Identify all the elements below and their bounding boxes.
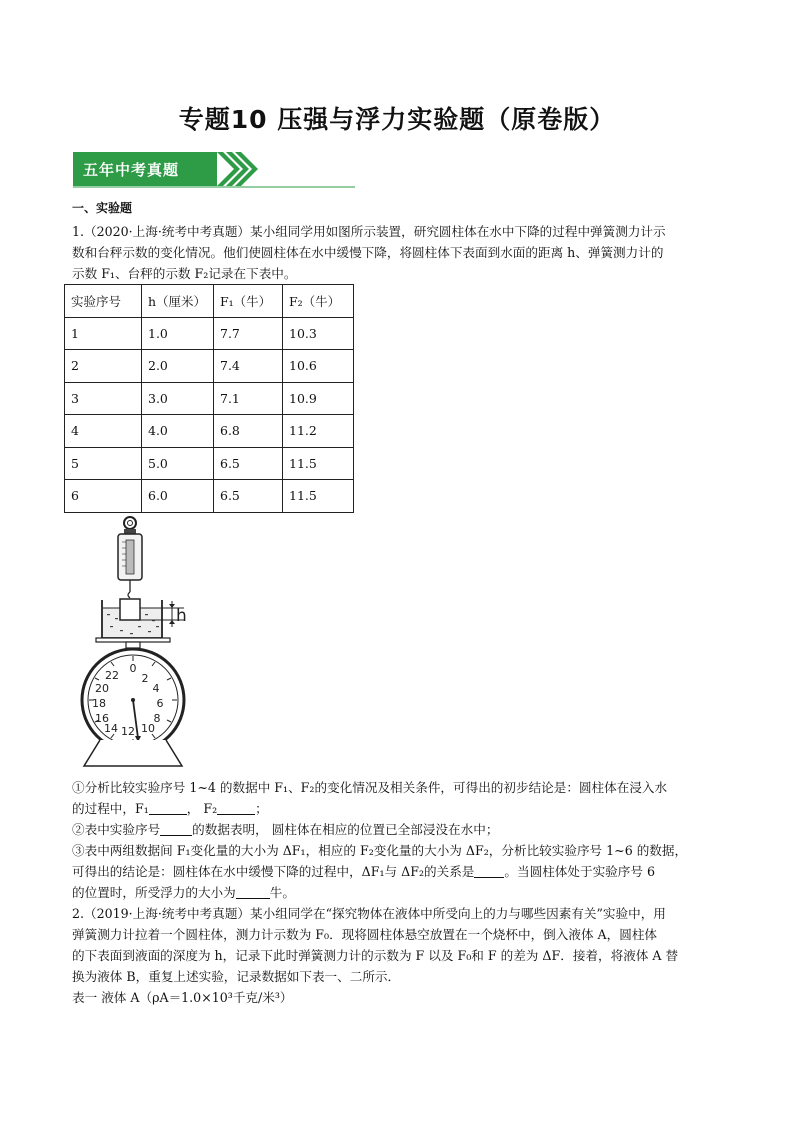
- table-cell: 10.3: [283, 317, 354, 350]
- q2-line4: 换为液体 B，重复上述实验，记录数据如下表一、二所示．: [72, 969, 401, 984]
- dial-number: 0: [129, 662, 137, 675]
- banner-label: 五年中考真题: [83, 161, 180, 179]
- sub2-text: 的数据表明， 圆柱体在相应的位置已全部浸没在水中；: [192, 822, 499, 837]
- sub3-text: 牛。: [269, 885, 295, 900]
- table-header-cell: F₁（牛）: [214, 285, 283, 318]
- answer-blank[interactable]: [160, 821, 192, 836]
- sub2-text: ②表中实验序号: [72, 822, 161, 837]
- table-header-cell: 实验序号: [65, 285, 142, 318]
- table-cell: 3: [65, 382, 142, 415]
- table-cell: 7.4: [214, 350, 283, 383]
- q1-line2: 数和台秤示数的变化情况。他们使圆柱体在水中缓慢下降，将圆柱体下表面到水面的距离 h、弹簧测力计的: [72, 245, 664, 260]
- table-cell: 11.5: [283, 480, 354, 513]
- dial-number: 12: [121, 725, 135, 738]
- table-cell: 7.1: [214, 382, 283, 415]
- sub1-line2: [72, 799, 727, 820]
- table-cell: 2.0: [142, 350, 214, 383]
- q2-line3: 的下表面到液面的深度为 h，记录下此时弹簧测力计的示数为 F 以及 F₀和 F 的差为 ΔF．接着，将液体 A 替: [72, 948, 679, 963]
- sub3-line2: [72, 862, 727, 883]
- apparatus-figure: [72, 512, 222, 770]
- sub3-text: 可得出的结论是：圆柱体在水中缓慢下降的过程中，ΔF₁与 ΔF₂的关系是: [72, 864, 475, 879]
- table-cell: 5.0: [142, 447, 214, 480]
- table-cell: 6.8: [214, 415, 283, 448]
- q2-line5: 表一 液体 A（ρA＝1.0×10³千克/米³）: [72, 990, 293, 1005]
- dial-number: 8: [153, 712, 161, 725]
- table-row: [65, 350, 354, 383]
- section-banner: [73, 152, 355, 188]
- table-cell: 7.7: [214, 317, 283, 350]
- answer-blank[interactable]: [236, 884, 270, 899]
- h-label: h: [176, 606, 187, 626]
- dial-number: 22: [105, 669, 119, 682]
- table-cell: 6.5: [214, 447, 283, 480]
- sub2-line: [72, 820, 727, 841]
- spring-scale-illustration: [118, 517, 142, 598]
- dial-number: 14: [104, 722, 118, 735]
- table-row: [65, 447, 354, 480]
- dial-number: 20: [95, 682, 109, 695]
- answer-blank[interactable]: [149, 800, 187, 815]
- table-cell: 6: [65, 480, 142, 513]
- section-heading: 一、实验题: [72, 201, 133, 215]
- q2-line1: 2.（2019·上海·统考中考真题）某小组同学在“探究物体在液体中所受向上的力与哪些因素有关”实验中，用: [72, 906, 666, 921]
- q1-line1: 1.（2020·上海·统考中考真题）某小组同学用如图所示装置，研究圆柱体在水中下降的过程中弹簧测力计示: [72, 224, 666, 239]
- dial-number: 16: [95, 712, 109, 725]
- table-cell: 6.5: [214, 480, 283, 513]
- sub3-text: 。当圆柱体处于实验序号 6: [504, 864, 655, 879]
- sub3-line3: [72, 883, 727, 904]
- sub1-text: ， F₂: [186, 801, 218, 816]
- table-cell: 5: [65, 447, 142, 480]
- table-cell: 2: [65, 350, 142, 383]
- table-cell: 1: [65, 317, 142, 350]
- table-row: [65, 382, 354, 415]
- table-row: [65, 317, 354, 350]
- answer-blank[interactable]: [474, 863, 504, 878]
- table-cell: 6.0: [142, 480, 214, 513]
- dial-number: 2: [141, 672, 149, 685]
- q2-line2: 弹簧测力计拉着一个圆柱体，测力计示数为 F₀．现将圆柱体悬空放置在一个烧杯中，倒入液体 A，圆柱体: [72, 927, 658, 942]
- dial-number: 18: [92, 697, 106, 710]
- table-header-cell: h（厘米）: [142, 285, 214, 318]
- sub1-text: 的过程中，F₁: [72, 801, 149, 816]
- table-cell: 4.0: [142, 415, 214, 448]
- sub3-text: 的位置时，所受浮力的大小为: [72, 885, 236, 900]
- sub3-line1: ③表中两组数据间 F₁变化量的大小为 ΔF₁，相应的 F₂变化量的大小为 ΔF₂，分析比较实验序号 1~6 的数据，: [72, 843, 688, 858]
- table-cell: 10.6: [283, 350, 354, 383]
- table-cell: 1.0: [142, 317, 214, 350]
- dial-number: 10: [141, 722, 155, 735]
- sub1-text: ；: [255, 801, 268, 816]
- sub1-line1: ①分析比较实验序号 1~4 的数据中 F₁、F₂的变化情况及相关条件，可得出的初步结论是：圆柱体在浸入水: [72, 780, 668, 795]
- table-cell: 3.0: [142, 382, 214, 415]
- table-header-cell: F₂（牛）: [283, 285, 354, 318]
- answer-blank[interactable]: [217, 800, 255, 815]
- q1-line3: 示数 F₁、台秤的示数 F₂记录在下表中。: [72, 266, 297, 281]
- table-row: [65, 415, 354, 448]
- table-cell: 11.2: [283, 415, 354, 448]
- table-header-row: [65, 285, 354, 318]
- platform-scale-illustration: [82, 638, 184, 766]
- table-row: [65, 480, 354, 513]
- table-cell: 11.5: [283, 447, 354, 480]
- table-cell: 10.9: [283, 382, 354, 415]
- table-cell: 4: [65, 415, 142, 448]
- data-table: [64, 284, 354, 513]
- dial-number: 6: [156, 697, 164, 710]
- page-title: 专题10 压强与浮力实验题（原卷版）: [178, 105, 616, 134]
- beaker-illustration: [102, 599, 162, 638]
- dial-number: 4: [152, 682, 160, 695]
